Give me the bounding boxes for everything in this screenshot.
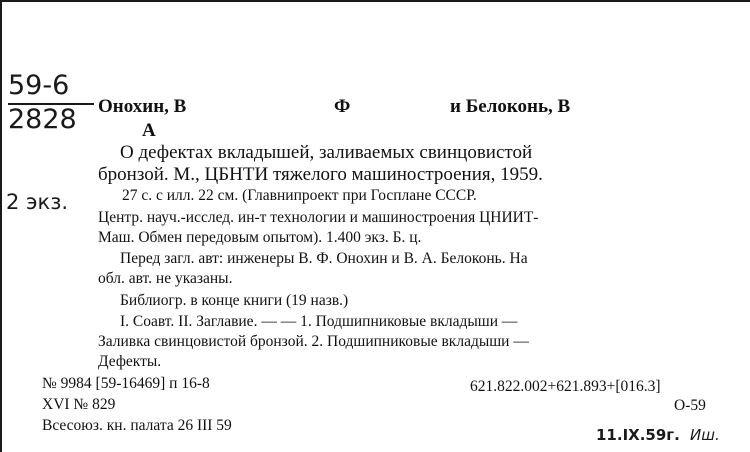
- author-1: Онохин, В: [98, 96, 187, 117]
- title-line-2: бронзой. М., ЦБНТИ тяжелого машиностроения, 1959.: [98, 164, 543, 185]
- description-line-1: 27 с. с илл. 22 см. (Главнипроект при Госплане СССР.: [122, 187, 477, 204]
- call-number-top: 59-6: [8, 70, 70, 101]
- description-line-2: Центр. науч.-исслед. ин-т технологии и машиностроения ЦНИИТ-: [98, 209, 539, 226]
- title-line-1: О дефектах вкладышей, заливаемых свинцовистой: [120, 142, 533, 163]
- author-1-initial: А: [142, 120, 156, 141]
- registry-line-3: Всесоюз. кн. палата 26 III 59: [42, 417, 232, 434]
- author-2: и Белоконь, В: [450, 96, 571, 117]
- description-line-6: Библиогр. в конце книги (19 назв.): [120, 292, 349, 309]
- call-number-bottom: 2828: [8, 104, 77, 135]
- description-line-9: Дефекты.: [98, 353, 162, 370]
- class-code: О-59: [674, 397, 706, 414]
- copies-note: 2 экз.: [6, 190, 69, 214]
- initials-note: Иш.: [690, 426, 720, 444]
- date-note: 11.IX.59г.: [596, 426, 680, 444]
- description-line-8: Заливка свинцовистой бронзой. 2. Подшипниковые вкладыши —: [98, 333, 529, 350]
- description-line-7: I. Соавт. II. Заглавие. — — 1. Подшипниковые вкладыши —: [120, 313, 518, 330]
- registry-line-2: XVI № 829: [42, 396, 116, 413]
- middle-initial: Ф: [334, 96, 351, 117]
- description-line-5: обл. авт. не указаны.: [98, 270, 233, 287]
- registry-line-1: № 9984 [59-16469] п 16-8: [42, 375, 210, 392]
- udc-code: 621.822.002+621.893+[016.3]: [470, 378, 661, 395]
- description-line-4: Перед загл. авт: инженеры В. Ф. Онохин и В. А. Белоконь. На: [120, 250, 528, 267]
- description-line-3: Маш. Обмен передовым опытом). 1.400 экз. Б. ц.: [98, 229, 422, 246]
